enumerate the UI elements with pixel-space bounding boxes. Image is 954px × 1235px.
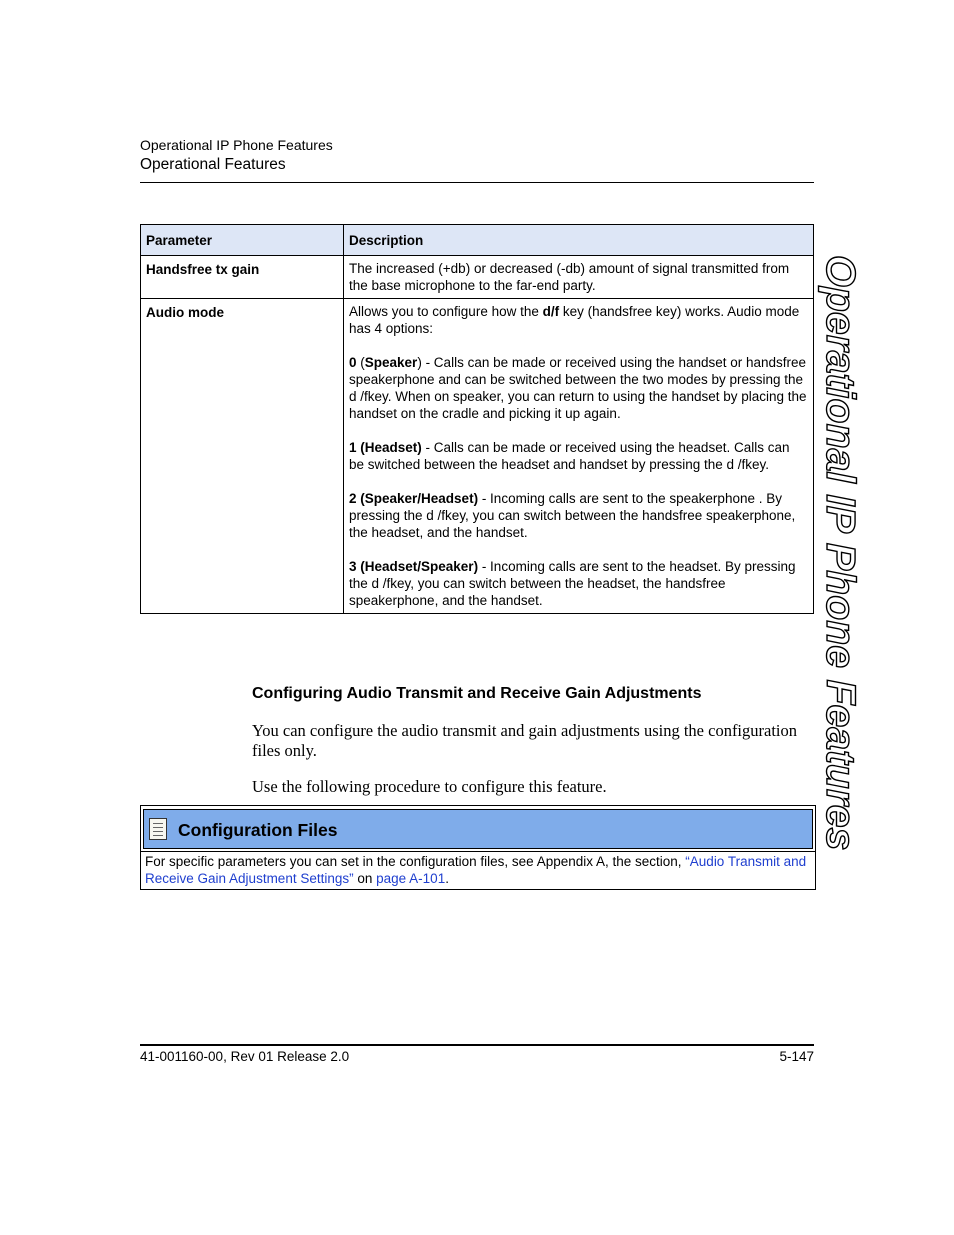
body-paragraph: Use the following procedure to configure this feature. xyxy=(252,777,607,796)
audio-mode-option xyxy=(349,558,808,609)
table-row xyxy=(141,256,814,299)
audio-mode-option xyxy=(349,354,808,422)
config-text: For specific parameters you can set in the configuration files, see Appendix A, the section, xyxy=(145,854,686,869)
option-text: - Calls can be made or received using the handset or handsfree speakerphone and can be switched between the two modes by pressing the d /fkey. When on speaker, you can return to using the handset by placing the handset on the cradle and picking it up again. xyxy=(349,355,807,421)
footer-page-number: 5-147 xyxy=(779,1049,814,1064)
configuration-files-box xyxy=(140,805,816,890)
column-header-parameter: Parameter xyxy=(141,225,344,256)
header-section: Operational Features xyxy=(140,156,286,173)
column-header-description: Description xyxy=(344,225,814,256)
option-paren: ( xyxy=(356,355,365,370)
configuration-files-text xyxy=(145,853,809,887)
option-label: 2 (Speaker/Headset) xyxy=(349,491,479,506)
body-paragraph: You can configure the audio transmit and gain adjustments using the configuration files only. xyxy=(252,721,798,760)
intro-text: Allows you to configure how the xyxy=(349,304,543,319)
audio-mode-intro xyxy=(349,303,808,337)
option-label: 1 (Headset) xyxy=(349,440,422,455)
parameter-name: Audio mode xyxy=(141,299,344,614)
parameter-description: The increased (+db) or decreased (-db) amount of signal transmitted from the base microphone to the far-end party. xyxy=(344,256,814,299)
parameter-name: Handsfree tx gain xyxy=(141,256,344,299)
audio-gain-settings-link[interactable]: “Audio Transmit and Receive Gain Adjustment Settings” xyxy=(145,854,807,886)
divider xyxy=(141,851,815,852)
option-text: - Incoming calls are sent to the speakerphone . By pressing the d /fkey, you can switch between the handsfree speakerphone, the headset, and the handset. xyxy=(349,491,796,540)
configuration-files-title: Configuration Files xyxy=(178,820,338,840)
table-header-row xyxy=(141,225,814,256)
audio-mode-option xyxy=(349,439,808,473)
option-number: 0 xyxy=(349,355,357,370)
header-chapter: Operational IP Phone Features xyxy=(140,137,333,153)
footer-rule xyxy=(140,1044,814,1046)
option-label: Speaker xyxy=(364,355,418,370)
config-text: . xyxy=(445,871,449,886)
section-heading: Configuring Audio Transmit and Receive Gain Adjustments xyxy=(252,685,702,702)
page-a101-link[interactable]: page A-101 xyxy=(376,871,446,886)
table-row xyxy=(141,299,814,614)
intro-key: d/f xyxy=(542,304,560,319)
configuration-files-banner xyxy=(143,809,813,849)
footer-doc-id: 41-001160-00, Rev 01 Release 2.0 xyxy=(140,1049,350,1064)
audio-mode-option xyxy=(349,490,808,541)
option-text: - Incoming calls are sent to the headset. By pressing the d /fkey, you can switch between the headset, the handsfree speakerphone, and the handset. xyxy=(349,559,796,608)
parameter-table xyxy=(140,224,814,614)
option-text: - Calls can be made or received using the headset. Calls can be switched between the headset and handset by pressing the d /fkey. xyxy=(349,440,790,472)
intro-text: key (handsfree key) works. Audio mode has 4 options: xyxy=(349,304,800,336)
config-text: on xyxy=(353,871,377,886)
option-label: 3 (Headset/Speaker) xyxy=(349,559,479,574)
document-icon xyxy=(149,818,167,840)
side-chapter-title: Operational IP Phone Features xyxy=(818,255,864,851)
option-paren: ) xyxy=(417,355,422,370)
parameter-description xyxy=(344,299,814,614)
header-rule xyxy=(140,182,814,183)
